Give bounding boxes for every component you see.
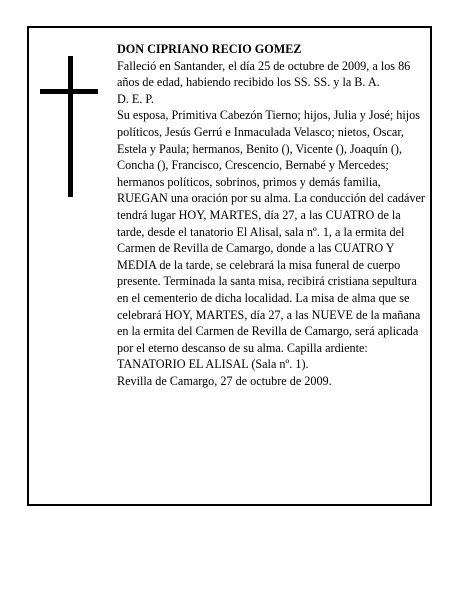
rip-text: D. E. P. (117, 91, 154, 106)
family-list: Su esposa, Primitiva Cabezón Tierno; hijos, Julia y José; hijos políticos, Jesús Gerrú e Inmaculada Velasco; nietos, Oscar, Estela y Paula; hermanos, Benito (), Vicente (), Joaquín (), Concha (), Francisco, Crescencio, Bernabé y Mercedes; hermanos políticos, sobrinos, primos y demás familia, (117, 108, 420, 189)
cross-icon (68, 56, 73, 197)
death-statement: Falleció en Santander, el día 25 de octubre de 2009, a los 86 años de edad, habiendo recibido los SS. SS. y la B. A. (117, 58, 411, 90)
cross-icon-crossbar (40, 89, 98, 94)
obituary-text (117, 41, 427, 389)
funeral-arrangements: RUEGAN una oración por su alma. La conducción del cadáver tendrá lugar HOY, MARTES, día 27, a las CUATRO de la tarde, desde el tanatorio El Alisal, sala nº. 1, a la ermita del Carmen de Revilla de Camargo, donde a las CUATRO Y MEDIA de la tarde, se celebrará la misa funeral de cuerpo presente. Terminada la santa misa, recibirá cristiana sepultura en el cementerio de dicha localidad. La misa de alma que se celebrará HOY, MARTES, día 27, a las NUEVE de la mañana en la ermita del Carmen de Revilla de Camargo, será aplicada por el eterno descanso de su alma. Capilla ardiente: TANATORIO EL ALISAL (Sala nº. 1). (117, 191, 425, 372)
obituary-notice (27, 26, 432, 506)
place-date: Revilla de Camargo, 27 de octubre de 2009. (117, 373, 332, 388)
deceased-name: DON CIPRIANO RECIO GOMEZ (117, 42, 302, 56)
